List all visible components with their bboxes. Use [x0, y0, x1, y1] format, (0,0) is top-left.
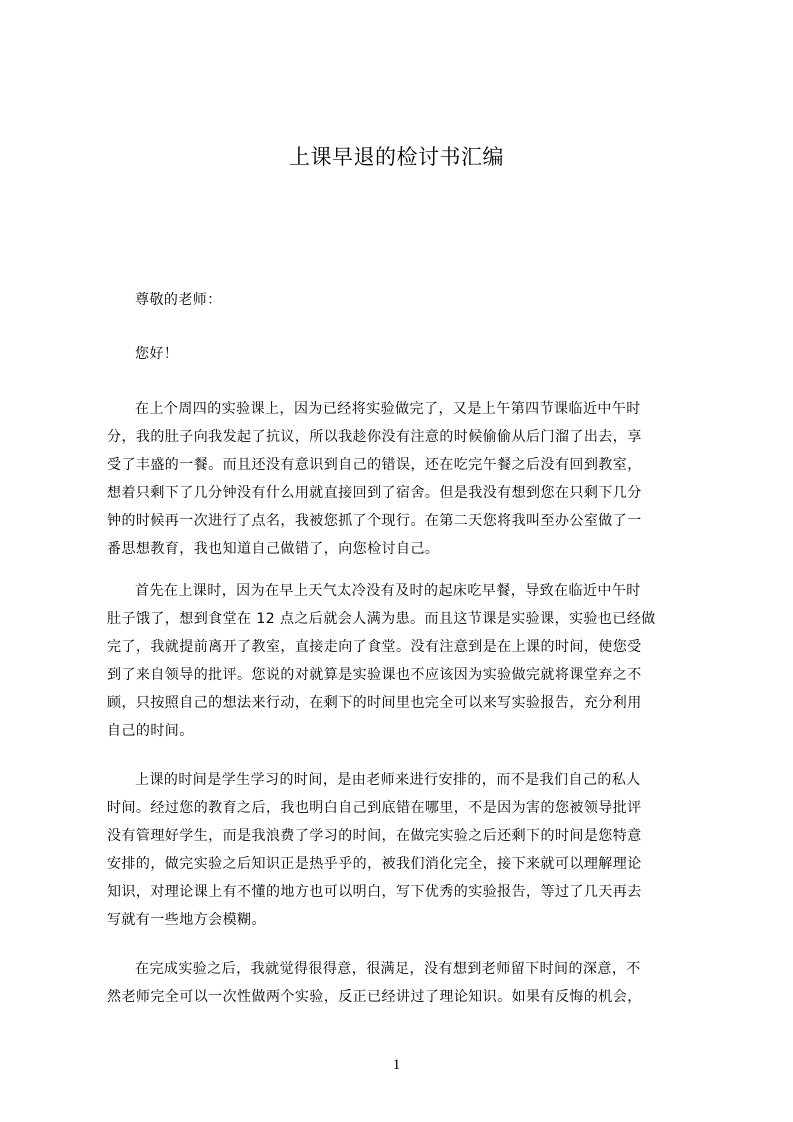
paragraph-3	[107, 766, 699, 934]
paragraph-line: 顾，只按照自己的想法来行动，在剩下的时间里也完全可以来写实验报告，充分利用	[107, 695, 642, 711]
paragraph-line: 安排的，做完实验之后知识正是热乎乎的，被我们消化完全，接下来就可以理解理论	[107, 856, 642, 872]
paragraph-line: 完了，我就提前离开了教室，直接走向了食堂。没有注意到是在上课的时间，使您受	[107, 639, 642, 655]
paragraph-line: 肚子饿了，想到食堂在 12 点之后就会人满为患。而且这节课是实验课，实验也已经做	[107, 611, 656, 627]
paragraph-line: 没有管理好学生，而是我浪费了学习的时间，在做完实验之后还剩下的时间是您特意	[107, 828, 642, 844]
paragraph-line: 钟的时候再一次进行了点名，我被您抓了个现行。在第二天您将我叫至办公室做了一	[107, 513, 642, 529]
salutation-block	[107, 286, 699, 314]
salutation-line: 尊敬的老师：	[135, 292, 222, 308]
paragraph-line: 写就有一些地方会模糊。	[107, 912, 266, 928]
greeting-line: 您好！	[135, 346, 179, 362]
paragraph-2	[107, 577, 699, 745]
paragraph-line: 在上个周四的实验课上，因为已经将实验做完了，又是上午第四节课临近中午时	[135, 401, 641, 417]
paragraph-line: 到了来自领导的批评。您说的对就算是实验课也不应该因为实验做完就将课堂弃之不	[107, 667, 642, 683]
paragraph-line: 自己的时间。	[107, 723, 194, 739]
paragraph-1	[107, 395, 699, 563]
paragraph-line: 时间。经过您的教育之后，我也明白自己到底错在哪里，不是因为害的您被领导批评	[107, 800, 642, 816]
paragraph-line: 上课的时间是学生学习的时间，是由老师来进行安排的，而不是我们自己的私人	[135, 772, 641, 788]
paragraph-line: 想着只剩下了几分钟没有什么用就直接回到了宿舍。但是我没有想到您在只剩下几分	[107, 485, 642, 501]
paragraph-line: 知识，对理论课上有不懂的地方也可以明白，写下优秀的实验报告，等过了几天再去	[107, 884, 642, 900]
greeting-block	[107, 340, 699, 368]
paragraph-line: 受了丰盛的一餐。而且还没有意识到自己的错误，还在吃完午餐之后没有回到教室，	[107, 457, 642, 473]
document-title: 上课早退的检讨书汇编	[289, 145, 504, 169]
paragraph-line: 番思想教育，我也知道自己做错了，向您检讨自己。	[107, 541, 440, 557]
paragraph-line: 在完成实验之后，我就觉得很得意，很满足，没有想到老师留下时间的深意，不	[135, 961, 641, 977]
page-number: 1	[392, 1057, 401, 1073]
paragraph-line: 然老师完全可以一次性做两个实验，反正已经讲过了理论知识。如果有反悔的机会，	[107, 989, 642, 1005]
paragraph-4	[107, 955, 699, 1011]
paragraph-line: 首先在上课时，因为在早上天气太冷没有及时的起床吃早餐，导致在临近中午时	[135, 583, 641, 599]
paragraph-line: 分，我的肚子向我发起了抗议，所以我趁你没有注意的时候偷偷从后门溜了出去，享	[107, 429, 642, 445]
